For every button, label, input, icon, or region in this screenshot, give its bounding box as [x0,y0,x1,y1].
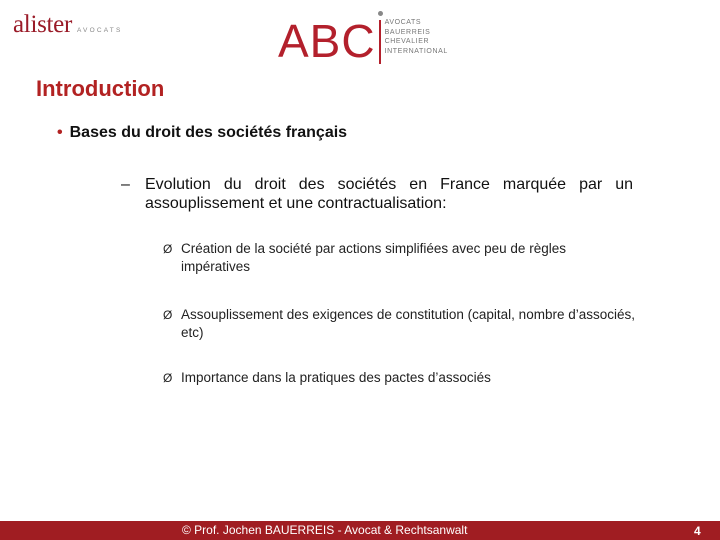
sub-bullet-text: Création de la société par actions simplifiées avec peu de règles impératives [181,241,566,274]
abci-logo-line: AVOCATS [384,19,422,26]
abci-logo-dot [378,11,383,16]
sub-bullet [163,369,638,387]
arrow-bullet-icon: Ø [163,308,173,322]
abci-logo-lines [385,18,448,56]
alister-logo-word: alister [13,11,72,38]
sub-bullet [163,306,638,342]
arrow-bullet-icon: Ø [163,242,173,256]
slide-title: Introduction [36,76,165,101]
bullet-level-2-text: Evolution du droit des sociétés en France marquée par un assouplissement et une contractualisation: [145,176,633,212]
bullet-dot-icon: • [57,124,63,141]
page-number: 4 [694,524,701,538]
abci-logo-letters: ABC [278,15,376,67]
sub-bullet-text: Assouplissement des exigences de constitution (capital, nombre d’associés, etc) [181,307,635,340]
bullet-level-2 [121,175,633,213]
footer-credit: © Prof. Jochen BAUERREIS - Avocat & Rechtsanwalt [182,523,468,537]
bullet-level-1 [57,124,347,142]
abci-logo-line: BAUERREIS [384,28,431,36]
sub-bullet [163,240,638,276]
abci-logo [278,12,448,67]
footer-bar [0,521,720,540]
sub-bullet-text: Importance dans la pratiques des pactes d’associés [181,370,491,385]
dash-icon: – [121,176,130,193]
alister-logo [13,12,122,37]
abci-logo-line: CHEVALIER [384,38,430,45]
bullet-level-1-text: Bases du droit des sociétés français [69,124,348,141]
alister-logo-sub: AVOCATS [76,27,123,34]
abci-logo-line: INTERNATIONAL [384,47,448,55]
abci-logo-i-bar [379,20,381,64]
arrow-bullet-icon: Ø [163,371,173,385]
